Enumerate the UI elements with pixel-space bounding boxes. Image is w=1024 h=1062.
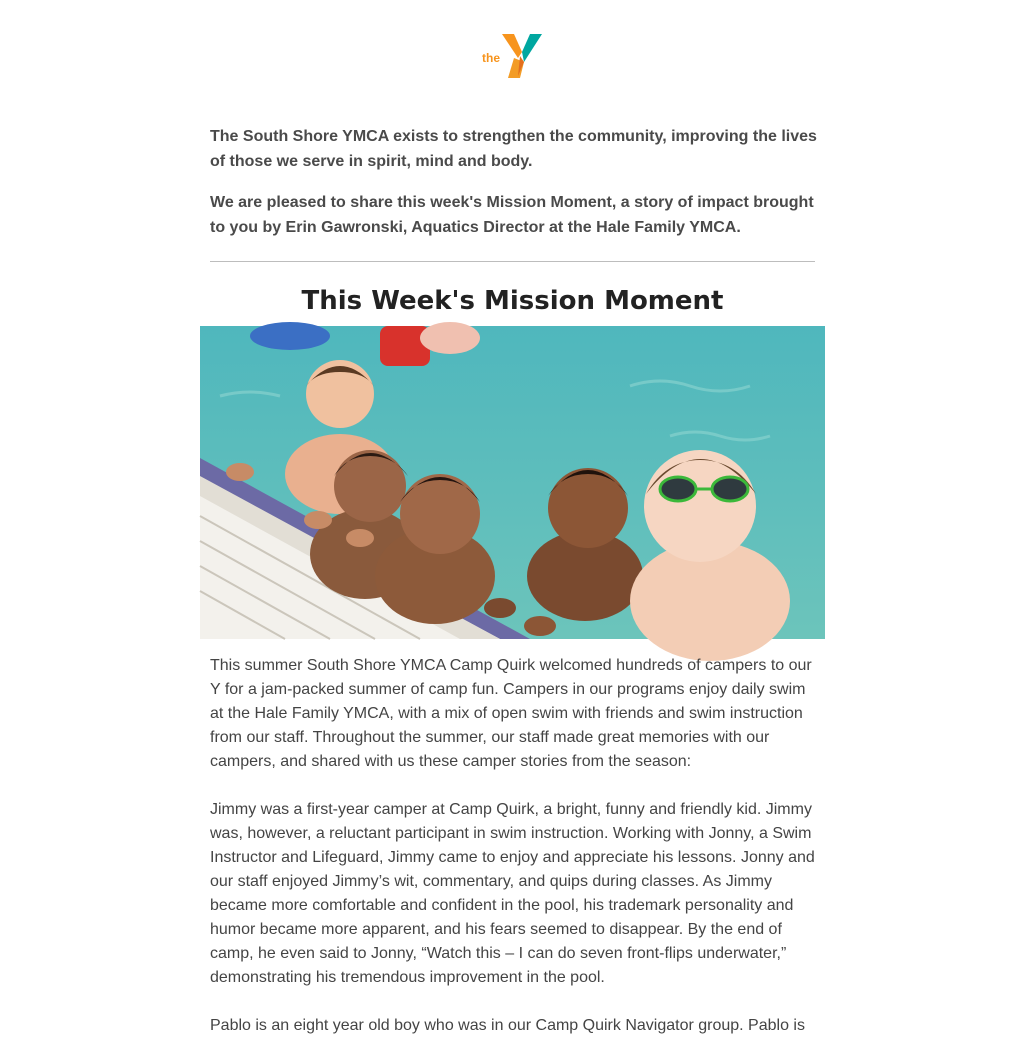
intro-paragraph-share: We are pleased to share this week's Mission Moment, a story of impact brought to you by Erin Gawronski, Aquatics Director at the Hale Family YMCA.	[210, 194, 814, 236]
story-body	[210, 654, 820, 1062]
story-paragraph-jimmy: Jimmy was a first-year camper at Camp Quirk, a bright, funny and friendly kid. Jimmy was, however, a reluctant participant in swim instruction. Working with Jonny, a Swim Instructor and Lifeguard, Jimmy came to enjoy and appreciate his lessons. Jonny and our staff enjoyed Jimmy’s wit, commentary, and quips during classes. As Jimmy became more comfortable and confident in the pool, his trademark personality and humor became more apparent, and his fears seemed to disappear. By the end of camp, he even said to Jonny, “Watch this – I can do seven front-flips underwater,” demonstrating his tremendous improvement in the pool.	[210, 801, 815, 986]
story-paragraph-intro: This summer South Shore YMCA Camp Quirk welcomed hundreds of campers to our Y for a jam-packed summer of camp fun. Campers in our programs enjoy daily swim at the Hale Family YMCA, with a mix of open swim with friends and swim instruction from our staff. Throughout the summer, our staff made great memories with our campers, and shared with us these camper stories from the season:	[210, 657, 812, 770]
section-divider	[210, 261, 815, 262]
ymca-y-logo-icon	[478, 28, 546, 82]
kids-in-pool-photo	[200, 326, 825, 639]
intro-section	[210, 124, 820, 256]
ymca-logo[interactable]	[478, 28, 546, 82]
story-paragraph-pablo: Pablo is an eight year old boy who was in our Camp Quirk Navigator group. Pablo is	[210, 1017, 805, 1034]
logo-the-text: the	[482, 51, 500, 65]
intro-paragraph-mission: The South Shore YMCA exists to strengthen the community, improving the lives of those we serve in spirit, mind and body.	[210, 128, 817, 170]
section-title: This Week's Mission Moment	[301, 286, 724, 316]
hero-image	[200, 326, 825, 639]
